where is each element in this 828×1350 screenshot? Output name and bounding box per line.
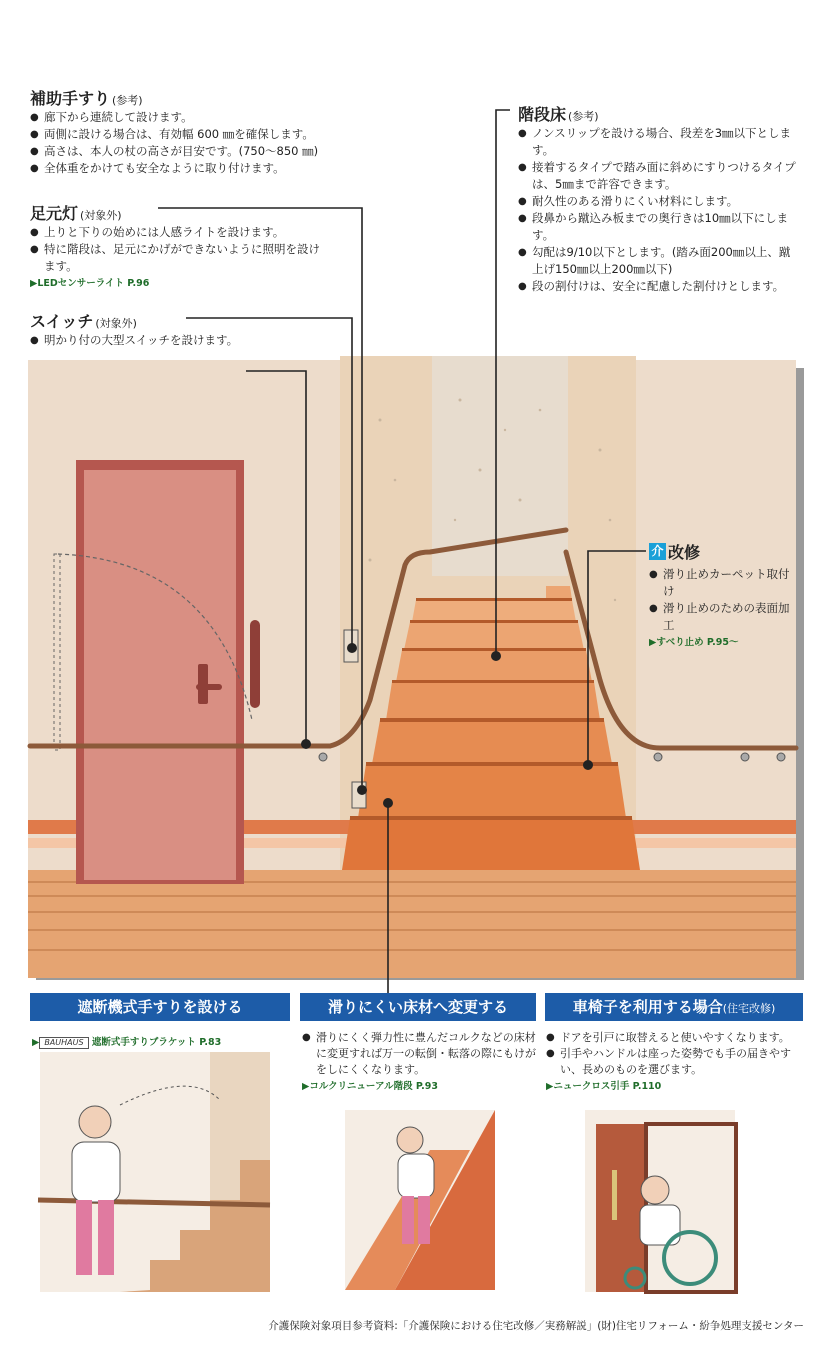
wheelchair-door-illustration xyxy=(585,1110,736,1292)
section-wheelchair-link[interactable]: ▶ニュークロス引手 P.110 xyxy=(546,1081,662,1092)
renovation-floor-list xyxy=(649,566,799,634)
footlight-title: 足元灯 (対象外) xyxy=(30,204,122,223)
section-wheelchair-title: 車椅子を利用する場合(住宅改修) xyxy=(545,993,803,1021)
list-item: ● 滑りにくく弾力性に豊んだコルクなどの床材に変更すれば万一の転倒・転落の際にもけがをしにくくなります。 xyxy=(302,1030,538,1078)
section-crossing-link[interactable]: ▶ BAUHAUS 遮断式手すりブラケット P.83 xyxy=(32,1037,222,1048)
list-item: ● 耐久性のある滑りにくい材料にします。 xyxy=(518,193,798,210)
list-item: ● 全体重をかけても安全なように取り付けます。 xyxy=(30,160,370,177)
renovation-floor-heading: 介 改修 xyxy=(649,540,799,563)
section-non-slip-link[interactable]: ▶コルクリニューアル階段 P.93 xyxy=(302,1081,438,1092)
list-item: ● 特に階段は、足元にかげができないように照明を設けます。 xyxy=(30,241,320,275)
care-badge-icon: 介 xyxy=(649,543,666,560)
list-item: ● ドアを引戸に取替えると使いやすくなります。 xyxy=(546,1030,808,1046)
footlight-link[interactable]: ▶LEDセンサーライト P.96 xyxy=(30,278,150,289)
door-lever xyxy=(196,684,222,690)
list-item: ● 滑り止めのための表面加工 xyxy=(649,600,799,634)
crossing-handrail-illustration xyxy=(38,1052,270,1292)
door-pull-handle xyxy=(250,620,260,708)
list-item: ● 引手やハンドルは座った姿勢でも手の届きやすい、長めのものを選びます。 xyxy=(546,1046,808,1078)
bauhaus-logo: BAUHAUS xyxy=(39,1037,88,1049)
cork-stair-illustration xyxy=(345,1110,495,1290)
list-item: ● 勾配は9/10以下とします。(踏み面200㎜以上、蹴上げ150㎜以上200㎜以下) xyxy=(518,244,798,278)
list-item: ● 段の割付けは、安全に配慮した割付けとします。 xyxy=(518,278,798,295)
arrow-icon: ▶ xyxy=(546,1081,554,1092)
list-item: ● 高さは、本人の杖の高さが目安です。(750〜850 ㎜) xyxy=(30,143,370,160)
list-item: ● 段鼻から蹴込み板までの奥行きは10㎜以下にします。 xyxy=(518,210,798,244)
section-wheelchair-content xyxy=(546,1030,808,1092)
list-item: ● ノンスリップを設ける場合、段差を3㎜以下とします。 xyxy=(518,125,798,159)
list-item: ● 両側に設ける場合は、有効幅 600 ㎜を確保します。 xyxy=(30,126,370,143)
switch-title: スイッチ (対象外) xyxy=(30,312,137,331)
reference-footer: 介護保険対象項目参考資料:「介護保険における住宅改修／実務解説」(財)住宅リフォーム・紛争処理支援センター xyxy=(268,1320,804,1332)
section-non-slip-content xyxy=(302,1030,538,1092)
arrow-icon: ▶ xyxy=(649,637,657,648)
section-crossing-handrail-title: 遮断機式手すりを設ける xyxy=(30,993,290,1021)
wood-floor xyxy=(28,870,796,978)
arrow-icon: ▶ xyxy=(30,278,38,289)
list-item: ● 滑り止めカーペット取付け xyxy=(649,566,799,600)
list-item: ● 明かり付の大型スイッチを設けます。 xyxy=(30,332,330,349)
handrail-title: 補助手すり (参考) xyxy=(30,89,143,108)
renovation-floor-link[interactable]: ▶すべり止め P.95〜 xyxy=(649,637,739,648)
arrow-icon: ▶ xyxy=(32,1037,40,1048)
renovation-floor-block xyxy=(649,540,799,648)
list-item: ● 接着するタイプで踏み面に斜めにすりつけるタイプは、5㎜まで許容できます。 xyxy=(518,159,798,193)
arrow-icon: ▶ xyxy=(302,1081,310,1092)
list-item: ● 上りと下りの始めには人感ライトを設けます。 xyxy=(30,224,320,241)
door-panel xyxy=(84,470,236,880)
stair-floor-title: 階段床 (参考) xyxy=(518,105,599,124)
list-item: ● 廊下から連続して設けます。 xyxy=(30,109,370,126)
section-non-slip-floor-title: 滑りにくい床材へ変更する xyxy=(300,993,536,1021)
